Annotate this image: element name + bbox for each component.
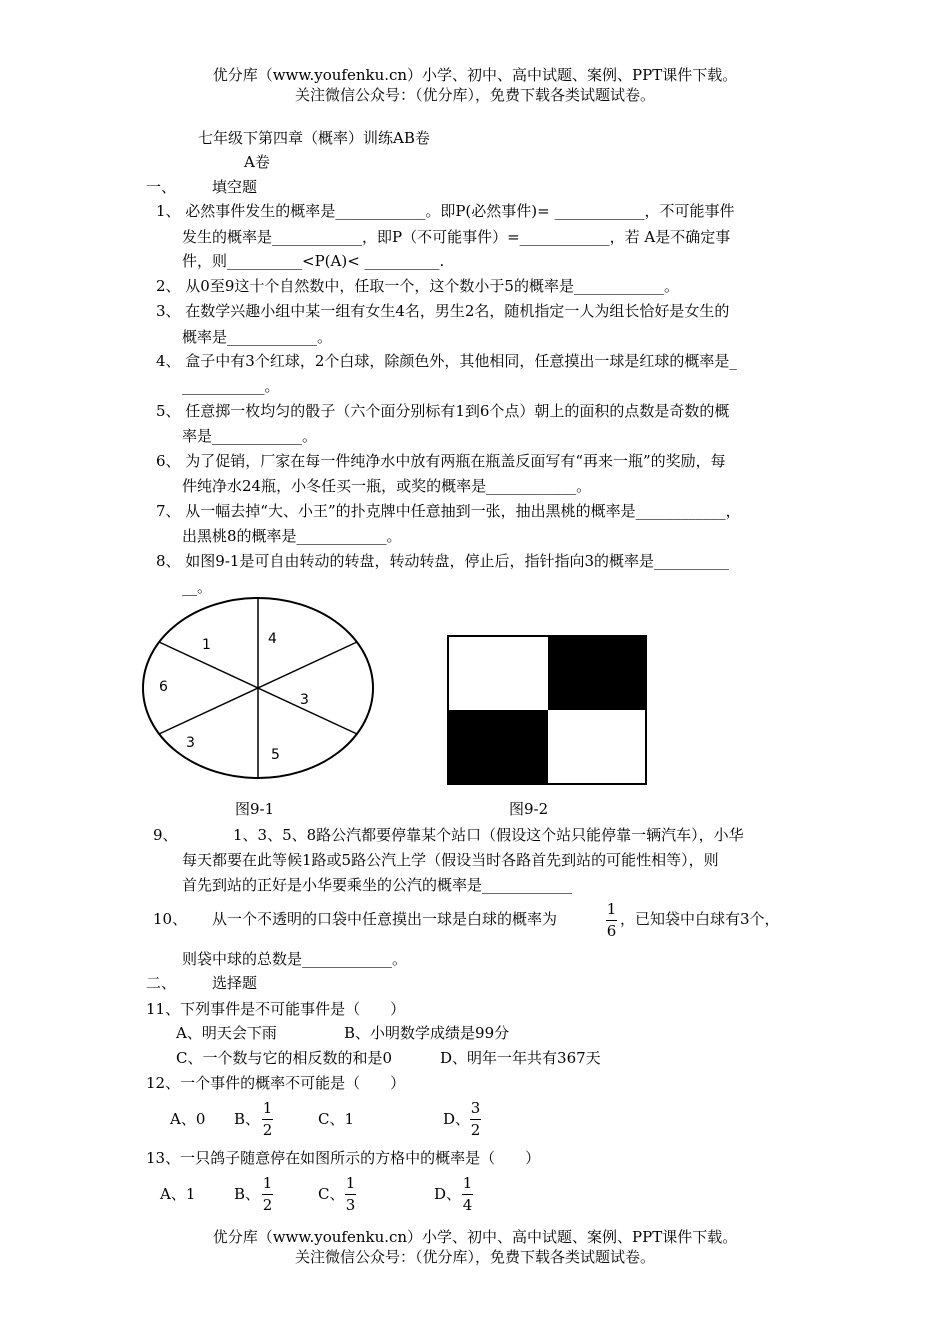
q8-line-1: 8、 如图9-1是可自由转动的转盘，转动转盘，停止后，指针指向3的概率是__________ — [156, 552, 730, 570]
q12-option-a: A、0 — [170, 1110, 206, 1128]
q13-option-c-label: C、 — [318, 1185, 345, 1203]
q12-option-b-fraction — [262, 1100, 273, 1139]
fraction-denominator: 2 — [262, 1121, 273, 1139]
q4-line-2: ___________。 — [182, 377, 280, 395]
grid-cell — [548, 710, 646, 784]
grid-figure — [446, 634, 648, 786]
fraction-denominator: 6 — [606, 922, 617, 940]
q11-stem: 11、下列事件是不可能事件是（ ） — [146, 1000, 406, 1018]
spinner-label: 6 — [159, 679, 168, 695]
q11-option-a: A、明天会下雨 — [176, 1024, 277, 1042]
q1-line-2: 发生的概率是____________，即P（不可能事件）=____________，若 A是不确定事 — [182, 228, 731, 246]
fraction-numerator: 1 — [345, 1174, 356, 1192]
q10-number: 10、 — [153, 910, 188, 928]
q6-line-1: 6、 为了促销，厂家在每一件纯净水中放有两瓶在瓶盖反面写有“再来一瓶”的奖励，每 — [156, 452, 726, 470]
q7-line-1: 7、 从一幅去掉“大、小王”的扑克牌中任意抽到一张，抽出黑桃的概率是____________， — [156, 502, 741, 520]
fraction-numerator: 1 — [262, 1174, 273, 1192]
q3-line-2: 概率是____________。 — [182, 328, 333, 346]
fraction-denominator: 2 — [262, 1196, 273, 1214]
section2-number: 二、 — [146, 974, 177, 992]
q3-line-1: 3、 在数学兴趣小组中某一组有女生4名，男生2名，随机指定一人为组长恰好是女生的 — [156, 302, 730, 320]
q13-option-c-fraction — [345, 1175, 356, 1214]
q12-option-c: C、1 — [318, 1110, 355, 1128]
fraction-denominator: 3 — [345, 1196, 356, 1214]
q12-option-b-label: B、 — [234, 1110, 261, 1128]
fraction-bar — [262, 1119, 273, 1120]
q10-fraction — [606, 901, 617, 940]
document-title: 七年级下第四章（概率）训练AB卷 — [198, 129, 430, 147]
header-line-2: 关注微信公众号：（优分库），免费下载各类试题试卷。 — [294, 86, 655, 104]
figure-caption-2: 图9-2 — [509, 800, 549, 818]
q8-line-2: __。 — [182, 578, 213, 596]
spinner-label: 4 — [268, 631, 277, 647]
q7-line-2: 出黑桃8的概率是____________。 — [182, 527, 402, 545]
grid-cell — [548, 636, 646, 710]
fraction-numerator: 1 — [262, 1099, 273, 1117]
fraction-denominator: 2 — [470, 1121, 481, 1139]
grid-cell — [448, 710, 548, 784]
q1-line-3: 件，则__________<P(A)< __________. — [182, 252, 445, 270]
spinner-label: 5 — [271, 747, 280, 763]
q12-option-d-label: D、 — [443, 1110, 471, 1128]
q5-line-2: 率是____________。 — [182, 427, 318, 445]
q13-option-b-label: B、 — [234, 1185, 261, 1203]
fraction-numerator: 1 — [606, 900, 617, 918]
q13-stem: 13、一只鸽子随意停在如图所示的方格中的概率是（ ） — [146, 1149, 541, 1167]
fraction-bar — [345, 1194, 356, 1195]
q13-option-d-label: D、 — [434, 1185, 462, 1203]
fraction-bar — [262, 1194, 273, 1195]
q12-option-d-fraction — [470, 1100, 481, 1139]
q9-number: 9、 — [153, 826, 178, 844]
q1-line-1: 1、 必然事件发生的概率是____________。即P(必然事件)= ____________，不可能事件 — [156, 202, 735, 220]
q11-option-c: C、一个数与它的相反数的和是0 — [176, 1049, 393, 1067]
q9-line-2: 每天都要在此等候1路或5路公汽上学（假设当时各路首先到站的可能性相等），则 — [182, 851, 719, 869]
header-line-1: 优分库（www.youfenku.cn）小学、初中、高中试题、案例、PPT课件下载。 — [212, 66, 738, 84]
q10-line-1b: ，已知袋中白球有3个， — [620, 910, 780, 928]
q10-line-2: 则袋中球的总数是____________。 — [182, 950, 408, 968]
fraction-bar — [470, 1119, 481, 1120]
spinner-label: 3 — [186, 735, 195, 751]
spinner-label: 3 — [300, 692, 309, 708]
fraction-denominator: 4 — [462, 1196, 473, 1214]
q9-line-1: 1、3、5、8路公汽都要停靠某个站口（假设这个站只能停靠一辆汽车），小华 — [233, 826, 744, 844]
grid-cell — [448, 636, 548, 710]
footer-line-1: 优分库（www.youfenku.cn）小学、初中、高中试题、案例、PPT课件下载。 — [212, 1228, 738, 1246]
section1-number: 一、 — [146, 178, 177, 196]
spinner-label: 1 — [202, 637, 211, 653]
q10-line-1a: 从一个不透明的口袋中任意摸出一球是白球的概率为 — [212, 910, 558, 928]
fraction-bar — [606, 920, 617, 921]
section1-label: 填空题 — [212, 178, 258, 196]
q11-option-d: D、明年一年共有367天 — [440, 1049, 601, 1067]
spinner-figure — [140, 596, 380, 786]
q12-stem: 12、一个事件的概率不可能是（ ） — [146, 1074, 406, 1092]
q13-option-d-fraction — [462, 1175, 473, 1214]
q13-option-a: A、1 — [160, 1185, 196, 1203]
document-subtitle: A卷 — [244, 153, 270, 171]
q4-line-1: 4、 盒子中有3个红球，2个白球，除颜色外，其他相同，任意摸出一球是红球的概率是_ — [156, 352, 737, 370]
q5-line-1: 5、 任意掷一枚均匀的骰子（六个面分别标有1到6个点）朝上的面积的点数是奇数的概 — [156, 402, 730, 420]
figure-caption-1: 图9-1 — [235, 800, 275, 818]
section2-label: 选择题 — [212, 974, 258, 992]
footer-line-2: 关注微信公众号：（优分库），免费下载各类试题试卷。 — [294, 1248, 655, 1266]
q9-line-3: 首先到站的正好是小华要乘坐的公汽的概率是____________ — [182, 876, 573, 894]
fraction-bar — [462, 1194, 473, 1195]
q2-line-1: 2、 从0至9这十个自然数中，任取一个，这个数小于5的概率是____________。 — [156, 277, 679, 295]
q11-option-b: B、小明数学成绩是99分 — [344, 1024, 510, 1042]
q6-line-2: 件纯净水24瓶，小冬任买一瓶，或奖的概率是____________。 — [182, 477, 592, 495]
q13-option-b-fraction — [262, 1175, 273, 1214]
fraction-numerator: 3 — [470, 1099, 481, 1117]
fraction-numerator: 1 — [462, 1174, 473, 1192]
